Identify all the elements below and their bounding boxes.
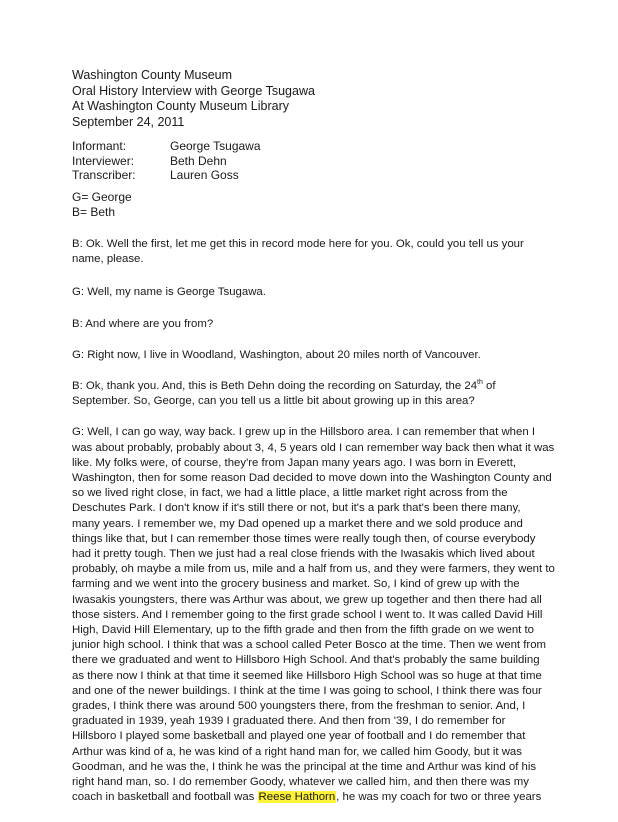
transcript-line: farming and we went into the grocery business and market. So, I kind of grew up with the xyxy=(72,578,520,591)
transcript-body xyxy=(72,237,578,822)
transcriber-row xyxy=(72,168,261,183)
transcript-paragraph xyxy=(72,237,578,267)
transcript-line: B: Ok. Well the first, let me get this in record mode here for you. Ok, could you tell us your xyxy=(72,238,524,250)
transcript-paragraph xyxy=(72,425,578,805)
transcript-line: junior high school. I think that was a school called Peter Bosco at the time. Then we went from xyxy=(72,639,547,652)
transcript-line: probably, oh maybe a mile from us, mile and a half from us, and they were farmers, they went to xyxy=(72,563,555,576)
transcript-line: name, please. xyxy=(72,253,144,266)
line-text: , he was my coach for two or three years xyxy=(336,791,542,804)
legend-george: G= George xyxy=(72,190,132,204)
transcript-line: Iwasakis youngsters, there was Arthur was about, we grew up together and then there had all xyxy=(72,593,542,606)
line-text: coach in basketball and football was xyxy=(72,791,258,804)
interviewer-label: Interviewer: xyxy=(72,153,135,168)
transcript-line: G: Right now, I live in Woodland, Washington, about 20 miles north of Vancouver. xyxy=(72,348,481,361)
highlighted-name: Reese Hathorn xyxy=(258,791,336,804)
informant-value: George Tsugawa xyxy=(170,139,261,153)
transcript-line: G: Well, I can go way, way back. I grew up in the Hillsboro area. I can remember that when I xyxy=(72,426,536,439)
transcript-line: B: And where are you from? xyxy=(72,317,214,330)
transcript-line: Hillsboro I played some basketball and played one year of football and I do remember that xyxy=(72,730,526,743)
transcript-line: many years. I remember we, my Dad opened up a market there and we sold produce and xyxy=(72,517,523,530)
transcript-line: Goodman, and he was the, I think he was the principal at the time and Arthur was kind of his xyxy=(72,760,537,773)
transcript-line: and one of the newer buildings. I think at the time I was going to school, I think there was four xyxy=(72,684,542,697)
transcriber-label: Transcriber: xyxy=(72,168,136,182)
transcript-line: so we lived right close, in fact, we had a little place, a little market right across from the xyxy=(72,487,508,500)
document-header xyxy=(72,68,315,130)
ordinal-suffix: th xyxy=(477,379,483,387)
transcript-paragraph xyxy=(72,317,578,332)
transcript-paragraph xyxy=(72,379,578,409)
participants-block xyxy=(72,139,261,183)
transcript-line xyxy=(72,790,578,805)
transcript-line: like. My folks were, of course, they're from Japan many years ago. I was born in Everett, xyxy=(72,456,517,469)
transcript-line: Arthur was kind of a, he was kind of a right hand man for, we called him Goody, but it was xyxy=(72,745,522,758)
legend-beth: B= Beth xyxy=(72,204,116,219)
transcript-line: things like that, but I can remember those times were really tough then, of course everybody xyxy=(72,532,536,545)
transcript-paragraph xyxy=(72,285,578,300)
transcript-line: Washington, then for some reason Dad decided to move down into the Washington County and xyxy=(72,472,552,485)
line-text: of xyxy=(482,380,496,393)
interview-title: Oral History Interview with George Tsugawa xyxy=(72,83,315,98)
transcript-line: had it pretty tough. Then we just had a real close friends with the Iwasakis which lived about xyxy=(72,548,535,561)
speaker-legend xyxy=(72,190,132,219)
interviewer-row xyxy=(72,154,261,169)
transcript-line: Deschutes Park. I don't know if it's still there or not, but it's a park that's been there many, xyxy=(72,502,521,515)
transcript-line: High, David Hill Elementary, up to the fifth grade and then from the fifth grade on we went to xyxy=(72,624,534,637)
transcript-line: there we graduated and went to Hillsboro High School. And that's probably the same building xyxy=(72,654,540,667)
transcript-line xyxy=(72,379,578,394)
line-text: B: Ok, thank you. And, this is Beth Dehn doing the recording on Saturday, the 24 xyxy=(72,380,478,393)
informant-label: Informant: xyxy=(72,139,127,153)
museum-name: Washington County Museum xyxy=(72,68,233,82)
transcript-line: graduated in 1939, yeah 1939 I graduated there. And then from '39, I do remember for xyxy=(72,715,506,728)
paragraph-lines xyxy=(72,425,578,790)
transcript-line: right hand man, so. I do remember Goody, whatever we called him, and then there was my xyxy=(72,776,529,789)
transcript-line: G: Well, my name is George Tsugawa. xyxy=(72,286,266,299)
transcriber-value: Lauren Goss xyxy=(170,168,239,182)
transcript-line: September. So, George, can you tell us a little bit about growing up in this area? xyxy=(72,395,475,408)
transcript-line: grades, I think there was around 500 youngsters there, from the freshman to senior. And, I xyxy=(72,700,526,713)
interview-date: September 24, 2011 xyxy=(72,114,185,129)
transcript-line: as there now I think at that time it seemed like Hillsboro High School was so huge at that time xyxy=(72,669,542,682)
interviewer-value: Beth Dehn xyxy=(170,153,227,168)
informant-row xyxy=(72,139,261,154)
transcript-paragraph xyxy=(72,348,578,363)
transcript-line: those sisters. And I remember going to the first grade school I went to. It was called David Hill xyxy=(72,608,543,621)
interview-location: At Washington County Museum Library xyxy=(72,99,289,113)
transcript-line: was about probably, probably about 3, 4, 5 years old I can remember way back then what it was xyxy=(72,441,555,454)
